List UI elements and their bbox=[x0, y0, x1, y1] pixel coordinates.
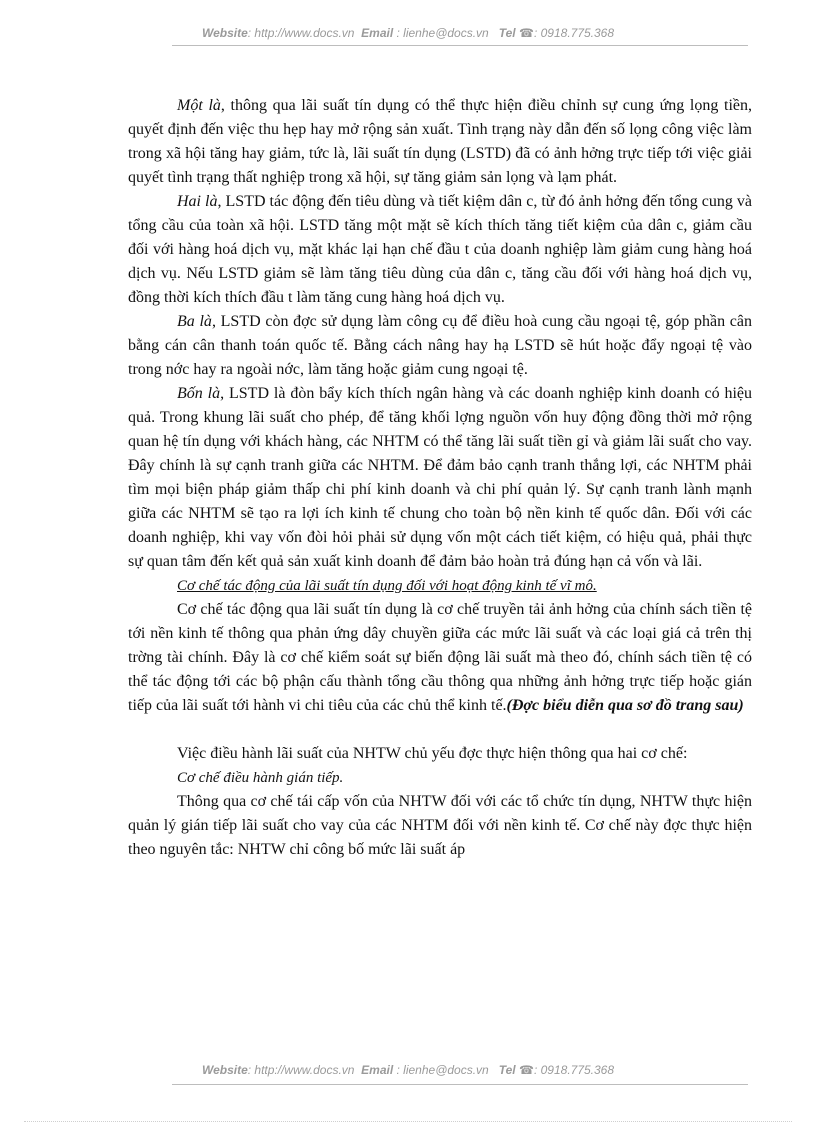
document-body bbox=[128, 94, 752, 862]
phone-icon: ☎ bbox=[519, 1063, 534, 1077]
page-bottom-dotted-line bbox=[24, 1121, 792, 1122]
paragraph-4-lead: Bốn là bbox=[177, 385, 221, 402]
section-heading-1: Cơ chế tác động của lãi suất tín dụng đối với hoạt động kinh tế vĩ mô. bbox=[177, 578, 597, 594]
paragraph-6: Việc điều hành lãi suất của NHTW chủ yếu đợc thực hiện thông qua hai cơ chế: bbox=[177, 745, 688, 762]
paragraph-2 bbox=[128, 190, 752, 310]
page-footer bbox=[0, 1063, 816, 1077]
header-email-label: Email bbox=[361, 26, 394, 40]
paragraph-1 bbox=[128, 94, 752, 190]
paragraph-4-text: , LSTD là đòn bẩy kích thích ngân hàng và các doanh nghiệp kinh doanh có hiệu quả. Trong khung lãi suất cho phép, để tăng khối lợng nguồn vốn huy động đồng thời mở rộng quan hệ tín dụng với khách hàng, các NHTM có thể tăng lãi suất tiền gỉ và giảm lãi suất cho vay. Đây chính là sự cạnh tranh giữa các NHTM. Để đảm bảo cạnh tranh thắng lợi, các NHTM phải tìm mọi biện pháp giảm thấp chi phí kinh doanh và chi phí quản lý. Sự cạnh tranh lành mạnh giữa các NHTM sẽ tạo ra lợi ích kinh tế chung cho toàn bộ nền kinh tế quốc dân. Đối với các doanh nghiệp, khi vay vốn đòi hỏi phải sử dụng vốn một cách tiết kiệm, có hiệu quả, phải thực sự quan tâm đến kết quả sản xuất kinh doanh để đảm bảo hoàn trả đúng hạn cả vốn và lãi. bbox=[128, 385, 752, 570]
header-tel-value: : 0918.775.368 bbox=[533, 26, 615, 40]
blank-line bbox=[128, 718, 752, 742]
header-website-value: : http://www.docs.vn bbox=[247, 26, 355, 40]
footer-email-label: Email bbox=[361, 1063, 394, 1077]
footer-website-value: : http://www.docs.vn bbox=[247, 1063, 355, 1077]
paragraph-5-text: Cơ chế tác động qua lãi suất tín dụng là cơ chế truyền tải ảnh hởng của chính sách tiền tệ tới nền kinh tế thông qua phản ứng dây chuyền giữa các mức lãi suất và các loại giá cả trên thị trờng tài chính. Đây là cơ chế kiểm soát sự biến động lãi suất mà theo đó, chính sách tiền tệ có thể tác động tới các bộ phận cấu thành tổng cầu thông qua những ảnh hởng trực tiếp hoặc gián tiếp của lãi suất tới hành vi chi tiêu của các chủ thể kinh tế. bbox=[128, 601, 752, 714]
footer-divider bbox=[172, 1084, 748, 1085]
paragraph-5 bbox=[128, 598, 752, 718]
phone-icon: ☎ bbox=[519, 26, 534, 40]
footer-email-value: : lienhe@docs.vn bbox=[396, 1063, 489, 1077]
header-tel-label: Tel bbox=[498, 26, 516, 40]
paragraph-2-text: , LSTD tác động đến tiêu dùng và tiết kiệm dân c, từ đó ảnh hởng đến tổng cung và tổng cầu của toàn xã hội. LSTD tăng một mặt sẽ kích thích tăng tiết kiệm của dân c, giảm cầu đối với hàng hoá dịch vụ, mặt khác lại hạn chế đầu t của doanh nghiệp làm giảm cung hàng hoá dịch vụ. Nếu LSTD giảm sẽ làm tăng tiêu dùng của dân c, tăng cầu đối với hàng hoá dịch vụ, đồng thời kích thích đầu t làm tăng cung hàng hoá dịch vụ. bbox=[128, 193, 752, 306]
header-email-value: : lienhe@docs.vn bbox=[396, 26, 489, 40]
paragraph-1-lead: Một là bbox=[177, 97, 221, 114]
paragraph-4 bbox=[128, 382, 752, 574]
paragraph-5-see-note: (Đợc biểu diễn qua sơ đồ trang sau) bbox=[506, 697, 744, 714]
paragraph-3 bbox=[128, 310, 752, 382]
footer-website-label: Website bbox=[201, 1063, 248, 1077]
section-heading-2: Cơ chế điều hành gián tiếp. bbox=[177, 770, 344, 786]
page-header bbox=[0, 26, 816, 40]
footer-tel-label: Tel bbox=[498, 1063, 516, 1077]
paragraph-1-text: , thông qua lãi suất tín dụng có thể thực hiện điều chỉnh sự cung ứng lọng tiền, quyết định đến việc thu hẹp hay mở rộng sản xuất. Tình trạng này dẫn đến số lọng công việc làm trong xã hội tăng hay giảm, tức là, lãi suất tín dụng (LSTD) đã có ảnh hởng trực tiếp tới việc giải quyết tình trạng thất nghiệp trong xã hội, sự tăng giảm sản lọng và lạm phát. bbox=[128, 97, 752, 186]
paragraph-3-text: , LSTD còn đợc sử dụng làm công cụ để điều hoà cung cầu ngoại tệ, góp phần cân bằng cán cân thanh toán quốc tế. Bằng cách nâng hay hạ LSTD sẽ hút hoặc đẩy ngoại tệ vào trong nớc hay ra ngoài nớc, làm tăng hoặc giảm cung ngoại tệ. bbox=[128, 313, 752, 378]
paragraph-3-lead: Ba là bbox=[177, 313, 212, 330]
header-divider bbox=[172, 45, 748, 46]
paragraph-7: Thông qua cơ chế tái cấp vốn của NHTW đối với các tổ chức tín dụng, NHTW thực hiện quản lý gián tiếp lãi suất cho vay của các NHTM đối với nền kinh tế. Cơ chế này đợc thực hiện theo nguyên tắc: NHTW chỉ công bố mức lãi suất áp bbox=[128, 793, 752, 858]
header-website-label: Website bbox=[201, 26, 248, 40]
footer-tel-value: : 0918.775.368 bbox=[533, 1063, 615, 1077]
paragraph-2-lead: Hai là bbox=[177, 193, 218, 210]
